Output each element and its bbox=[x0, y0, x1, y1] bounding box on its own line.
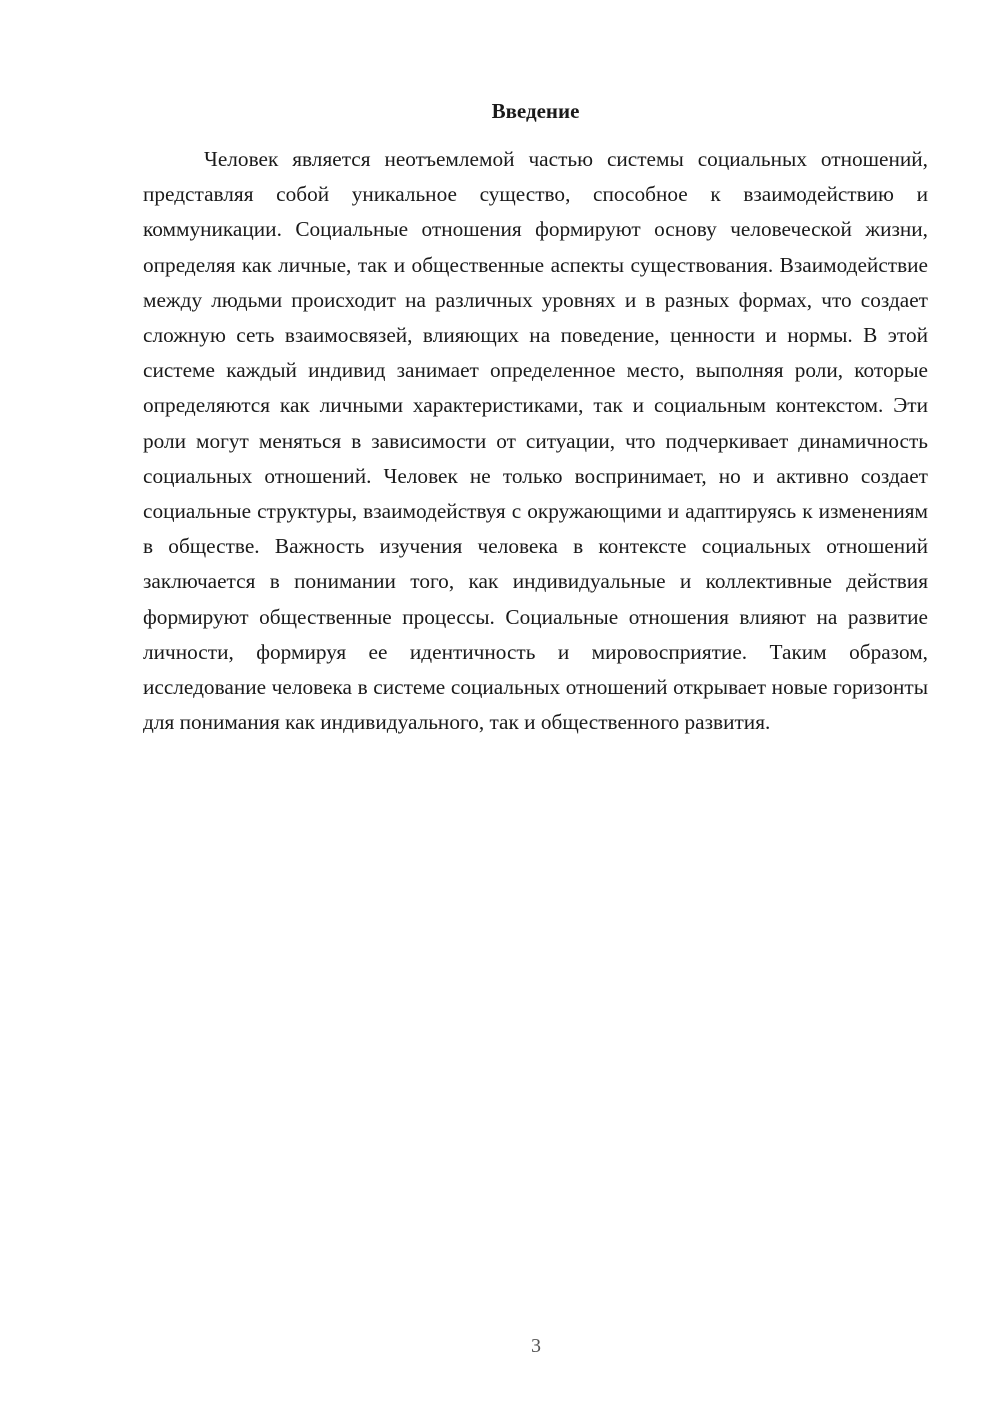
body-paragraph: Человек является неотъемлемой частью системы социальных отношений, представляя собой уникальное существо, способное к взаимодействию и коммуникации. Социальные отношения формируют основу человеческой жизни, определяя как личные, так и общественные аспекты существования. Взаимодействие между людьми происходит на различных уровнях и в разных формах, что создает сложную сеть взаимосвязей, влияющих на поведение, ценности и нормы. В этой системе каждый индивид занимает определенное место, выполняя роли, которые определяются как личными характеристиками, так и социальным контекстом. Эти роли могут меняться в зависимости от ситуации, что подчеркивает динамичность социальных отношений. Человек не только воспринимает, но и активно создает социальные структуры, взаимодействуя с окружающими и адаптируясь к изменениям в обществе. Важность изучения человека в контексте социальных отношений заключается в понимании того, как индивидуальные и коллективные действия формируют общественные процессы. Социальные отношения влияют на развитие личности, формируя ее идентичность и мировосприятие. Таким образом, исследование человека в системе социальных отношений открывает новые горизонты для понимания как индивидуального, так и общественного развития. bbox=[143, 147, 928, 735]
page-number: 3 bbox=[531, 1335, 541, 1357]
section-title: Введение bbox=[491, 99, 580, 123]
